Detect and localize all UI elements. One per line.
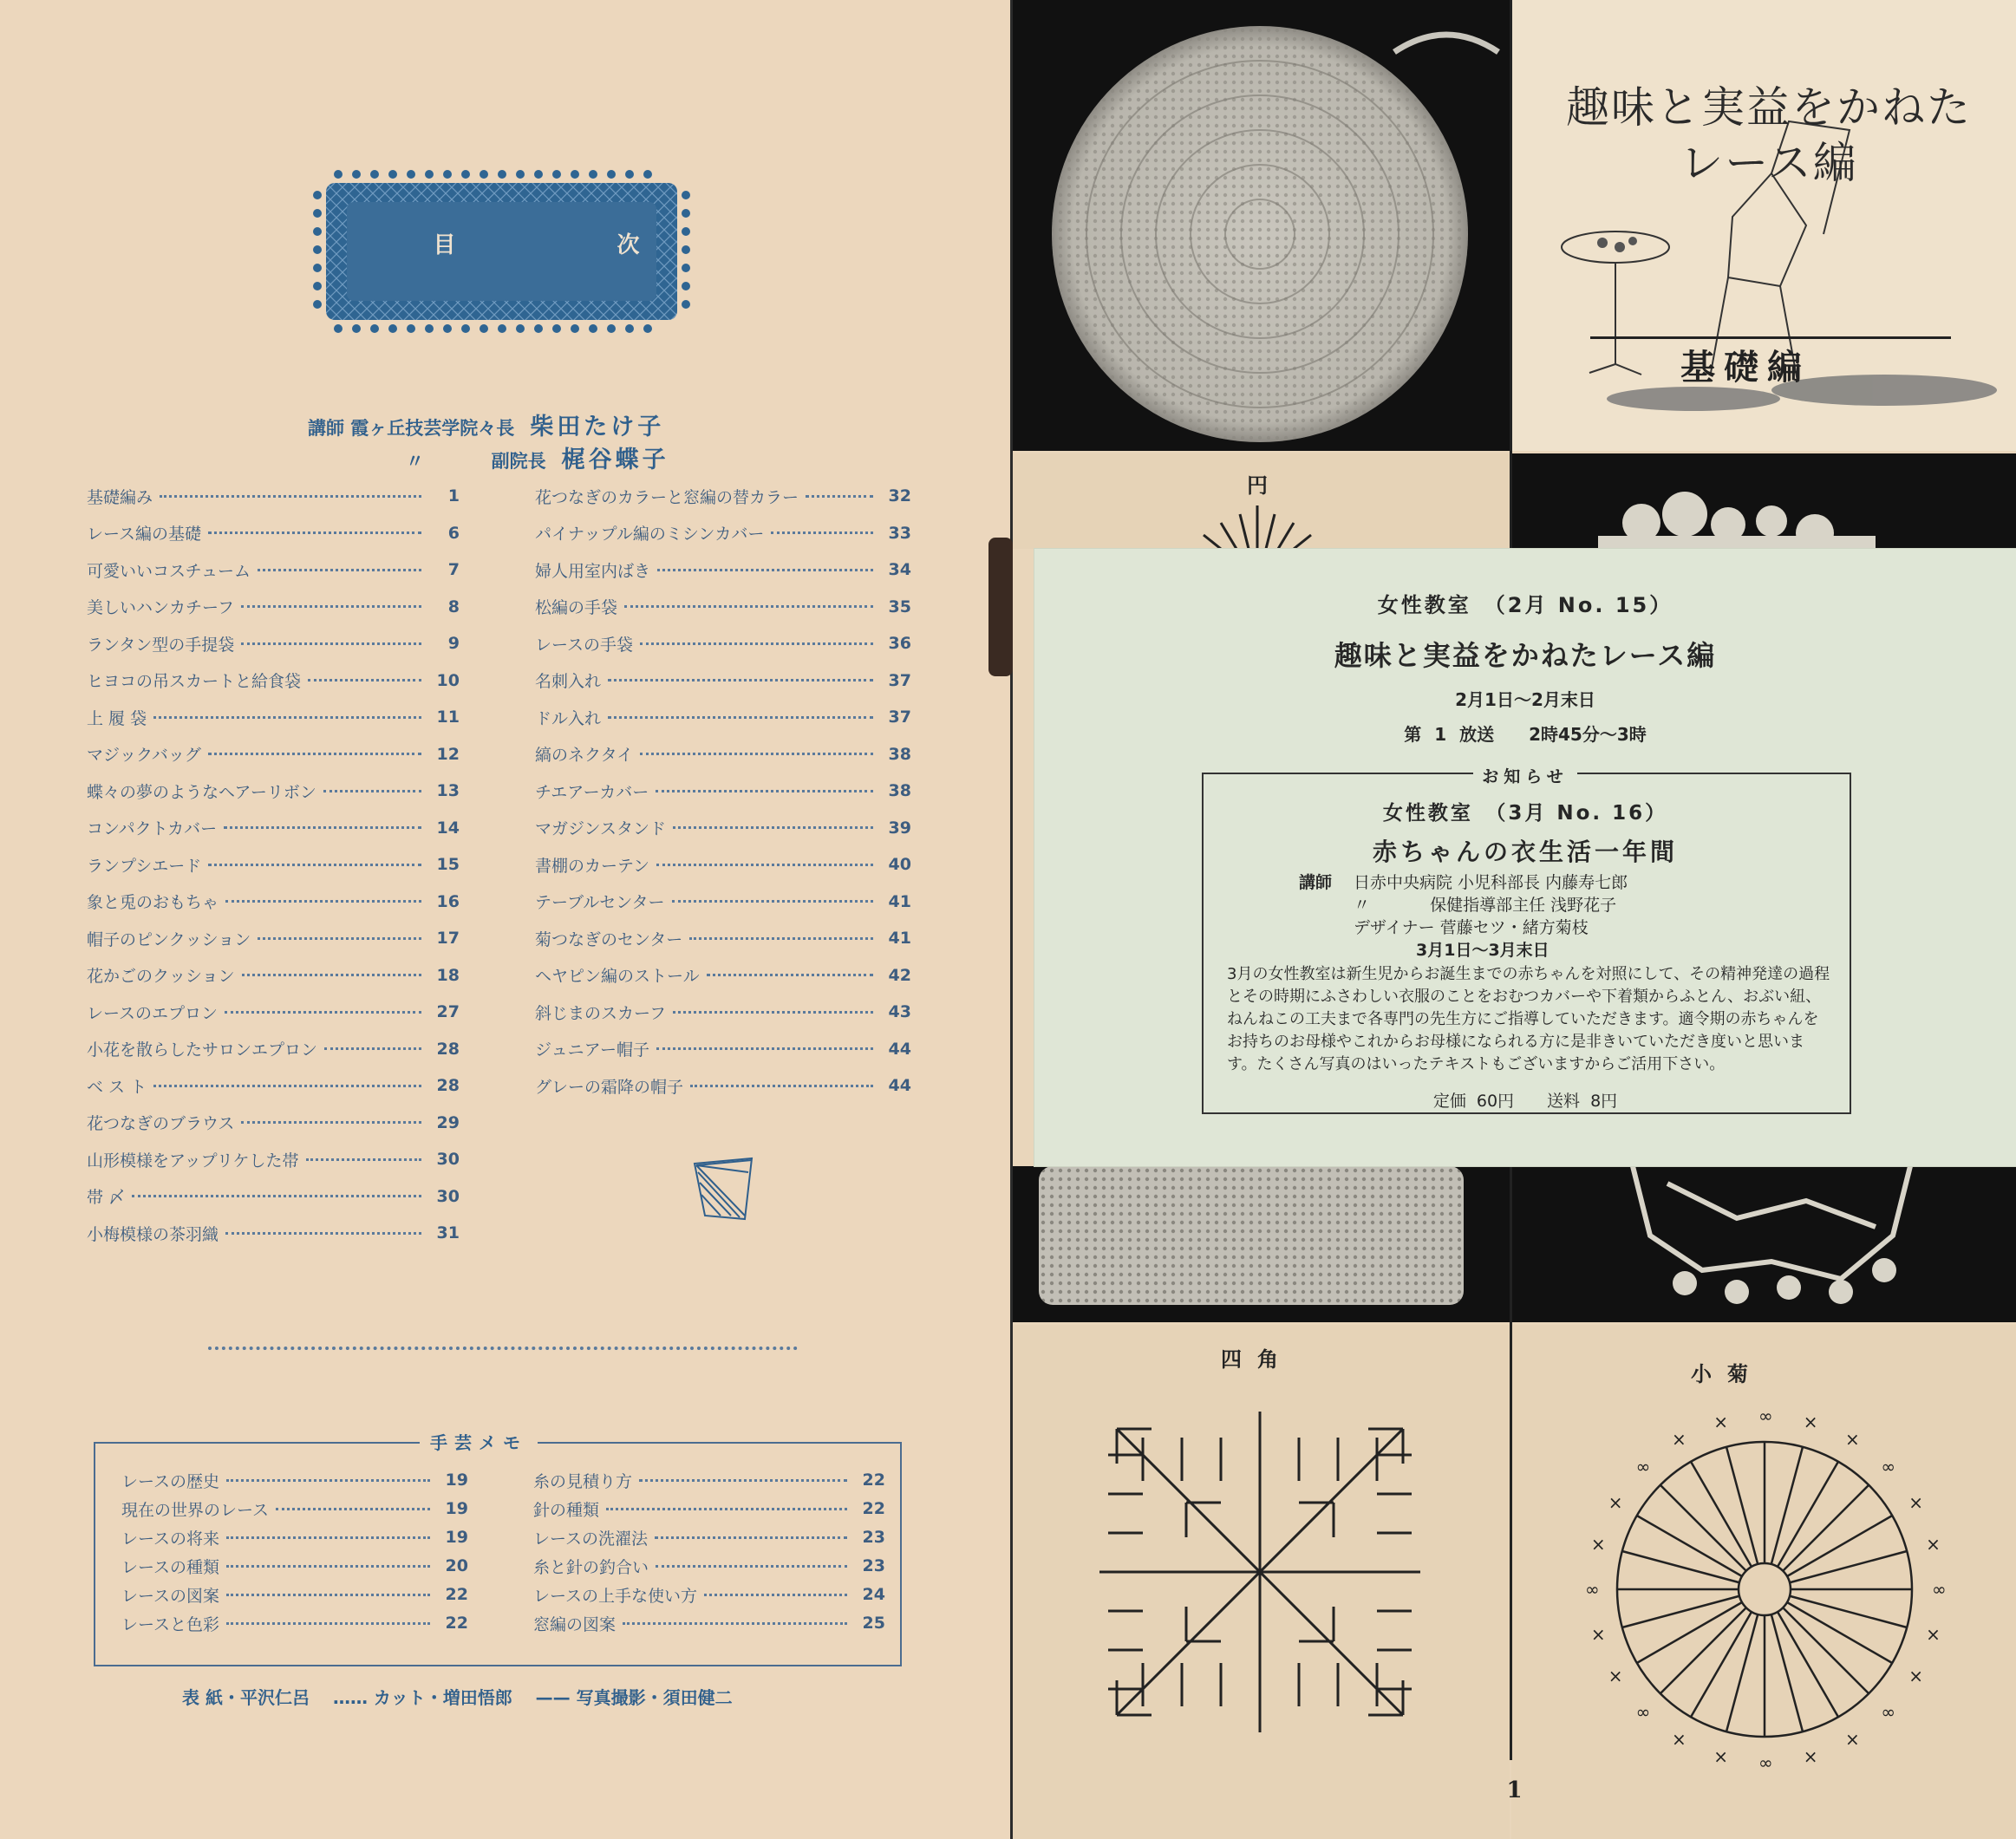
toc-item-row <box>535 594 911 620</box>
toc-item-row <box>87 1073 460 1099</box>
toc-item-row <box>535 557 911 583</box>
memo-item-row <box>533 1524 885 1550</box>
toc-item-label: レースのエプロン <box>87 1003 219 1023</box>
svg-text:×: × <box>1590 1534 1606 1555</box>
toc-item-label: ヒヨコの吊スカートと給食袋 <box>87 672 302 691</box>
svg-text:×: × <box>1713 1411 1729 1432</box>
next-title: 赤ちゃんの衣生活一年間 <box>1372 838 1678 866</box>
announcement-heading <box>1034 764 2016 787</box>
next-dates: 3月1日～3月末日 <box>1416 941 1550 960</box>
memo-item-label: レースの種類 <box>121 1557 220 1577</box>
leader-dots <box>226 1594 430 1596</box>
leader-dots <box>306 1158 421 1161</box>
photo-circle-crochet <box>1013 0 1510 451</box>
notice-dates: 2月1日～2月末日 <box>1455 689 1595 710</box>
toc-item-row <box>87 851 460 877</box>
leader-dots <box>657 569 873 571</box>
memo-item-label: レースの上手な使い方 <box>533 1586 698 1606</box>
leader-dots <box>241 642 421 645</box>
toc-item-page: 28 <box>436 1076 460 1095</box>
price: 定価 60円 送料 8円 <box>1432 1092 1618 1111</box>
toc-item-label: テーブルセンター <box>535 893 665 912</box>
leader-dots <box>655 1536 847 1539</box>
toc-item-label: 小梅模様の茶羽織 <box>87 1224 219 1244</box>
toc-item-page: 40 <box>888 855 911 874</box>
page-number: 1 <box>1506 1777 1523 1803</box>
toc-item-row <box>535 889 911 915</box>
memo-item-label: 針の種類 <box>533 1500 600 1520</box>
memo-item-label: レースの洗濯法 <box>533 1529 649 1549</box>
toc-item-page: 34 <box>888 560 911 579</box>
next-designers: デザイナー 菅藤セツ・緒方菊枝 <box>1354 918 1589 937</box>
toc-item-page: 31 <box>436 1223 460 1242</box>
lecturer-name: 柴田たけ子 <box>530 414 665 440</box>
svg-text:×: × <box>1672 1729 1687 1751</box>
toc-item-row <box>87 741 460 767</box>
toc-item-page: 44 <box>888 1039 911 1059</box>
svg-text:∞: ∞ <box>1635 1701 1651 1723</box>
toc-item-row <box>535 668 911 694</box>
toc-item-row <box>535 704 911 730</box>
toc-item-row <box>535 962 911 988</box>
toc-item-label: ヘヤピン編のストール <box>535 967 700 986</box>
memo-item-label: 糸の見積り方 <box>533 1471 633 1491</box>
leader-dots <box>690 1085 873 1087</box>
leader-dots <box>656 1047 873 1050</box>
toc-item-row <box>87 999 460 1025</box>
toc-item-label: ジュニアー帽子 <box>535 1040 650 1060</box>
memo-item-row <box>121 1553 468 1579</box>
memo-item-label: 窓編の図案 <box>533 1614 617 1634</box>
leader-dots <box>640 642 873 645</box>
leader-dots <box>673 826 873 829</box>
toc-item-row <box>535 778 911 804</box>
memo-item-page: 23 <box>862 1556 885 1575</box>
toc-item-page: 12 <box>436 744 460 764</box>
next-series: 女性教室 （3月 No. 16） <box>1382 802 1668 825</box>
memo-item-label: レースと色彩 <box>121 1614 220 1634</box>
toc-item-row <box>87 925 460 951</box>
toc-item-label: 美しいハンカチーフ <box>87 598 235 617</box>
toc-item-row <box>87 594 460 620</box>
leader-dots <box>656 864 873 866</box>
next-lecturer-2: 〃 保健指導部主任 浅野花子 <box>1354 896 1617 915</box>
toc-item-label: 斜じまのスカーフ <box>535 1003 667 1023</box>
leader-dots <box>323 790 421 792</box>
leader-dots <box>226 1622 430 1625</box>
next-description: 3月の女性教室は新生児からお誕生までの赤ちゃんを対照にして、その精神発達の過程とその時期にふさわしい衣服のことをおむつカバーや下着類からふとん、おぶい紐、ねんねこの工夫まで各専門の先生方にご指導していただきます。適令期の赤ちゃんをお持ちのお母様やこれからお母様になられる方に是非きいていただき度いと思います。たくさん写真のはいったテキストもございますからご活用下さい。 <box>1227 965 1830 1073</box>
lecturer-line-2 <box>406 440 669 474</box>
memo-item-label: レースの将来 <box>121 1529 220 1549</box>
memo-item-row <box>533 1496 885 1522</box>
svg-text:×: × <box>1803 1411 1818 1432</box>
toc-item-label: 縞のネクタイ <box>535 746 634 765</box>
memo-item-row <box>533 1553 885 1579</box>
toc-item-page: 6 <box>447 523 460 543</box>
toc-item-page: 18 <box>436 965 460 985</box>
leader-dots <box>640 753 873 755</box>
toc-item-label: 基礎編み <box>87 487 153 507</box>
svg-text:∞: ∞ <box>1585 1579 1600 1600</box>
toc-item-label: 松編の手袋 <box>535 598 618 617</box>
toc-item-label: チエアーカバー <box>535 782 649 802</box>
leader-dots <box>771 531 873 534</box>
toc-item-row <box>535 925 911 951</box>
main-title <box>1543 80 1994 191</box>
memo-item-page: 20 <box>445 1556 468 1575</box>
leader-dots <box>806 495 873 498</box>
toc-item-label: 婦人用室内ばき <box>535 561 651 581</box>
leader-dots <box>208 531 421 534</box>
toc-item-label: 書棚のカーテン <box>535 856 650 876</box>
toc-item-page: 7 <box>447 560 460 579</box>
toc-item-label: 象と兎のおもちゃ <box>87 893 219 912</box>
toc-item-label: 名刺入れ <box>535 672 602 691</box>
toc-item-label: 小花を散らしたサロンエプロン <box>87 1040 318 1060</box>
toc-item-page: 11 <box>436 708 460 727</box>
leader-dots <box>242 974 421 976</box>
caption-square: 四角 <box>1221 1347 1294 1372</box>
toc-item-row <box>535 815 911 841</box>
toc-item-row <box>87 1110 460 1136</box>
caption-chrysanthemum: 小菊 <box>1691 1362 1764 1386</box>
memo-item-label: レースの歴史 <box>121 1471 220 1491</box>
svg-text:×: × <box>1926 1534 1941 1555</box>
toc-item-page: 27 <box>436 1002 460 1021</box>
svg-text:×: × <box>1845 1729 1860 1751</box>
svg-text:×: × <box>1590 1623 1606 1645</box>
credit-cover: 表 紙・平沢仁呂 <box>182 1687 310 1708</box>
leader-dots <box>153 716 421 719</box>
toc-item-label: 帯 〆 <box>87 1188 126 1207</box>
toc-item-page: 30 <box>436 1150 460 1169</box>
toc-item-row <box>535 483 911 509</box>
toc-item-label: 菊つなぎのセンター <box>535 929 683 949</box>
toc-item-row <box>535 520 911 546</box>
svg-text:×: × <box>1845 1428 1860 1450</box>
leader-dots <box>225 900 421 903</box>
toc-item-page: 29 <box>436 1112 460 1132</box>
toc-item-row <box>87 483 460 509</box>
toc-item-label: ベ ス ト <box>87 1077 147 1097</box>
memo-item-row <box>121 1610 468 1636</box>
svg-text:×: × <box>1926 1623 1941 1645</box>
toc-item-label: マガジンスタンド <box>535 819 666 838</box>
leader-dots <box>324 1047 421 1050</box>
toc-item-page: 9 <box>447 634 460 653</box>
memo-item-row <box>121 1496 468 1522</box>
toc-item-row <box>87 520 460 546</box>
main-title-line-2: レース編 <box>1680 138 1858 188</box>
memo-item-page: 22 <box>445 1585 468 1604</box>
toc-item-row <box>535 741 911 767</box>
toc-item-row <box>87 704 460 730</box>
memo-item-page: 24 <box>862 1585 885 1604</box>
toc-item-page: 14 <box>436 818 460 838</box>
toc-item-page: 43 <box>888 1002 911 1021</box>
photo-square-crochet <box>1013 1166 1510 1322</box>
leader-dots <box>160 495 421 498</box>
leader-dots <box>132 1195 421 1197</box>
memo-item-page: 25 <box>862 1614 885 1633</box>
toc-item-page: 1 <box>447 486 460 505</box>
svg-text:∞: ∞ <box>1881 1456 1896 1477</box>
svg-text:∞: ∞ <box>1635 1456 1651 1477</box>
toc-item-row <box>87 815 460 841</box>
toc-item-page: 35 <box>888 597 911 616</box>
lecturer-role: 講師 霞ヶ丘技芸学院々長 <box>308 418 515 439</box>
svg-text:×: × <box>1713 1746 1729 1768</box>
svg-text:×: × <box>1672 1428 1687 1450</box>
toc-item-row <box>87 1184 460 1210</box>
toc-item-label: 花かごのクッション <box>87 967 235 986</box>
leader-dots <box>707 974 873 976</box>
toc-item-label: 帽子のピンクッション <box>87 929 251 949</box>
notice-series: 女性教室 （2月 No. 15） <box>1377 593 1673 617</box>
broadcast-notice-slip <box>1034 549 2016 1166</box>
toc-item-row <box>87 630 460 656</box>
leader-dots <box>673 1011 873 1014</box>
memo-item-page: 22 <box>862 1499 885 1518</box>
fan-cut-illustration <box>688 1155 759 1224</box>
toc-item-row <box>87 1036 460 1062</box>
binding-gutter <box>988 538 1013 676</box>
notice-title: 趣味と実益をかねたレース編 <box>1334 639 1717 672</box>
toc-item-page: 38 <box>888 781 911 800</box>
next-lecturer-label: 講師 <box>1299 873 1333 892</box>
toc-item-label: グレーの霜降の帽子 <box>535 1077 684 1097</box>
leader-dots <box>639 1479 847 1482</box>
toc-item-page: 37 <box>888 670 911 690</box>
section-divider <box>208 1347 798 1350</box>
toc-item-label: コンパクトカバー <box>87 819 218 838</box>
leader-dots <box>241 1121 421 1124</box>
memo-item-page: 22 <box>445 1614 468 1633</box>
svg-text:×: × <box>1608 1666 1623 1686</box>
toc-item-row <box>87 778 460 804</box>
svg-text:∞: ∞ <box>1758 1405 1773 1426</box>
svg-text:×: × <box>1803 1746 1818 1768</box>
toc-item-label: レース編の基礎 <box>87 525 202 544</box>
toc-item-page: 30 <box>436 1186 460 1206</box>
memo-item-page: 22 <box>862 1471 885 1490</box>
leader-dots <box>308 679 421 681</box>
leader-dots <box>656 790 873 792</box>
memo-item-page: 19 <box>445 1471 468 1490</box>
notice-broadcast-time: 第 1 放送 2時45分～3時 <box>1404 724 1647 745</box>
toc-item-row <box>87 1220 460 1246</box>
svg-text:∞: ∞ <box>1881 1701 1896 1723</box>
toc-item-page: 33 <box>888 523 911 543</box>
leader-dots <box>276 1508 430 1510</box>
main-title-line-1: 趣味と実益をかねた <box>1566 82 1972 133</box>
credit-photo: —— 写真撮影・須田健二 <box>535 1687 733 1708</box>
toc-item-page: 8 <box>447 597 460 616</box>
toc-item-row <box>87 557 460 583</box>
credit-cut: …… カット・増田悟郎 <box>332 1687 512 1708</box>
toc-item-page: 10 <box>436 670 460 690</box>
toc-item-page: 39 <box>888 818 911 838</box>
next-lecturer-1: 日赤中央病院 小児科部長 内藤寿七郎 <box>1354 873 1628 892</box>
leader-dots <box>258 569 421 571</box>
toc-item-page: 41 <box>888 891 911 911</box>
leader-dots <box>623 1622 847 1625</box>
svg-text:∞: ∞ <box>1932 1579 1947 1600</box>
toc-item-row <box>535 630 911 656</box>
toc-item-label: ランタン型の手提袋 <box>87 635 235 655</box>
toc-item-page: 32 <box>888 486 911 505</box>
toc-item-row <box>87 1146 460 1172</box>
leader-dots <box>606 1508 847 1510</box>
lecturer-name: 梶谷蝶子 <box>561 447 669 473</box>
leader-dots <box>224 826 421 829</box>
memo-title: 手芸メモ <box>420 1429 538 1454</box>
svg-text:×: × <box>1908 1666 1923 1686</box>
credits <box>182 1684 750 1709</box>
toc-item-label: ランプシエード <box>87 856 202 876</box>
leader-dots <box>225 1232 421 1235</box>
toc-item-page: 28 <box>436 1039 460 1059</box>
toc-item-label: 花つなぎのカラーと窓編の替カラー <box>535 487 799 507</box>
toc-item-page: 15 <box>436 855 460 874</box>
toc-item-label: 可愛いいコスチューム <box>87 561 251 581</box>
lecturer-line-1 <box>308 408 664 441</box>
svg-text:×: × <box>1908 1492 1923 1513</box>
toc-item-page: 37 <box>888 708 911 727</box>
memo-item-page: 19 <box>445 1528 468 1547</box>
caption-circle: 円 <box>1247 473 1283 498</box>
memo-item-label: レースの図案 <box>121 1586 220 1606</box>
leader-dots <box>153 1085 421 1087</box>
toc-item-page: 17 <box>436 929 460 948</box>
leader-dots <box>656 1565 847 1568</box>
svg-text:∞: ∞ <box>1758 1752 1773 1773</box>
memo-item-row <box>121 1524 468 1550</box>
toc-item-row <box>535 1036 911 1062</box>
toc-item-label: 花つなぎのブラウス <box>87 1114 235 1133</box>
memo-item-row <box>533 1610 885 1636</box>
toc-item-page: 44 <box>888 1076 911 1095</box>
chrysanthemum-diagram <box>1511 1325 2016 1839</box>
toc-item-row <box>535 999 911 1025</box>
memo-item-row <box>121 1467 468 1493</box>
memo-item-row <box>533 1467 885 1493</box>
toc-item-label: パイナップル編のミシンカバー <box>535 525 765 544</box>
toc-item-page: 42 <box>888 965 911 985</box>
section-title: 基礎編 <box>1680 347 1810 388</box>
toc-item-page: 41 <box>888 929 911 948</box>
toc-item-label: 蝶々の夢のようなヘアーリボン <box>87 782 316 802</box>
photo-lace-bottom <box>1511 1166 2016 1322</box>
leader-dots <box>624 605 873 608</box>
memo-item-label: 糸と針の釣合い <box>533 1557 649 1577</box>
toc-item-row <box>87 962 460 988</box>
leader-dots <box>704 1594 847 1596</box>
toc-item-page: 36 <box>888 634 911 653</box>
svg-text:×: × <box>1608 1492 1623 1513</box>
memo-item-page: 19 <box>445 1499 468 1518</box>
toc-item-page: 16 <box>436 891 460 911</box>
toc-item-label: ドル入れ <box>535 708 602 728</box>
memo-item-row <box>121 1581 468 1607</box>
square-diagram <box>1013 1325 1510 1839</box>
announcement-heading-text: お知らせ <box>1473 767 1576 786</box>
section-rule <box>1590 336 1951 339</box>
leader-dots <box>208 753 421 755</box>
leader-dots <box>672 900 873 903</box>
toc-item-row <box>535 851 911 877</box>
toc-item-label: レースの手袋 <box>535 635 634 655</box>
memo-item-row <box>533 1581 885 1607</box>
toc-title: 目 次 <box>433 232 709 258</box>
leader-dots <box>258 937 421 940</box>
toc-item-page: 13 <box>436 781 460 800</box>
lecturer-role: 〃 副院長 <box>406 451 546 472</box>
toc-item-row <box>535 1073 911 1099</box>
toc-item-label: 上 履 袋 <box>87 708 147 728</box>
leader-dots <box>226 1536 430 1539</box>
memo-item-label: 現在の世界のレース <box>121 1500 270 1520</box>
leader-dots <box>689 937 873 940</box>
toc-item-label: 山形模様をアップリケした帯 <box>87 1151 299 1171</box>
toc-item-page: 38 <box>888 744 911 764</box>
leader-dots <box>208 864 421 866</box>
toc-item-row <box>87 889 460 915</box>
toc-item-row <box>87 668 460 694</box>
leader-dots <box>608 679 873 681</box>
toc-item-label: マジックバッグ <box>87 746 201 765</box>
memo-item-page: 23 <box>862 1528 885 1547</box>
leader-dots <box>225 1011 421 1014</box>
leader-dots <box>241 605 421 608</box>
leader-dots <box>608 716 873 719</box>
leader-dots <box>226 1479 430 1482</box>
photo-lace-top <box>1511 453 2016 549</box>
leader-dots <box>226 1565 430 1568</box>
